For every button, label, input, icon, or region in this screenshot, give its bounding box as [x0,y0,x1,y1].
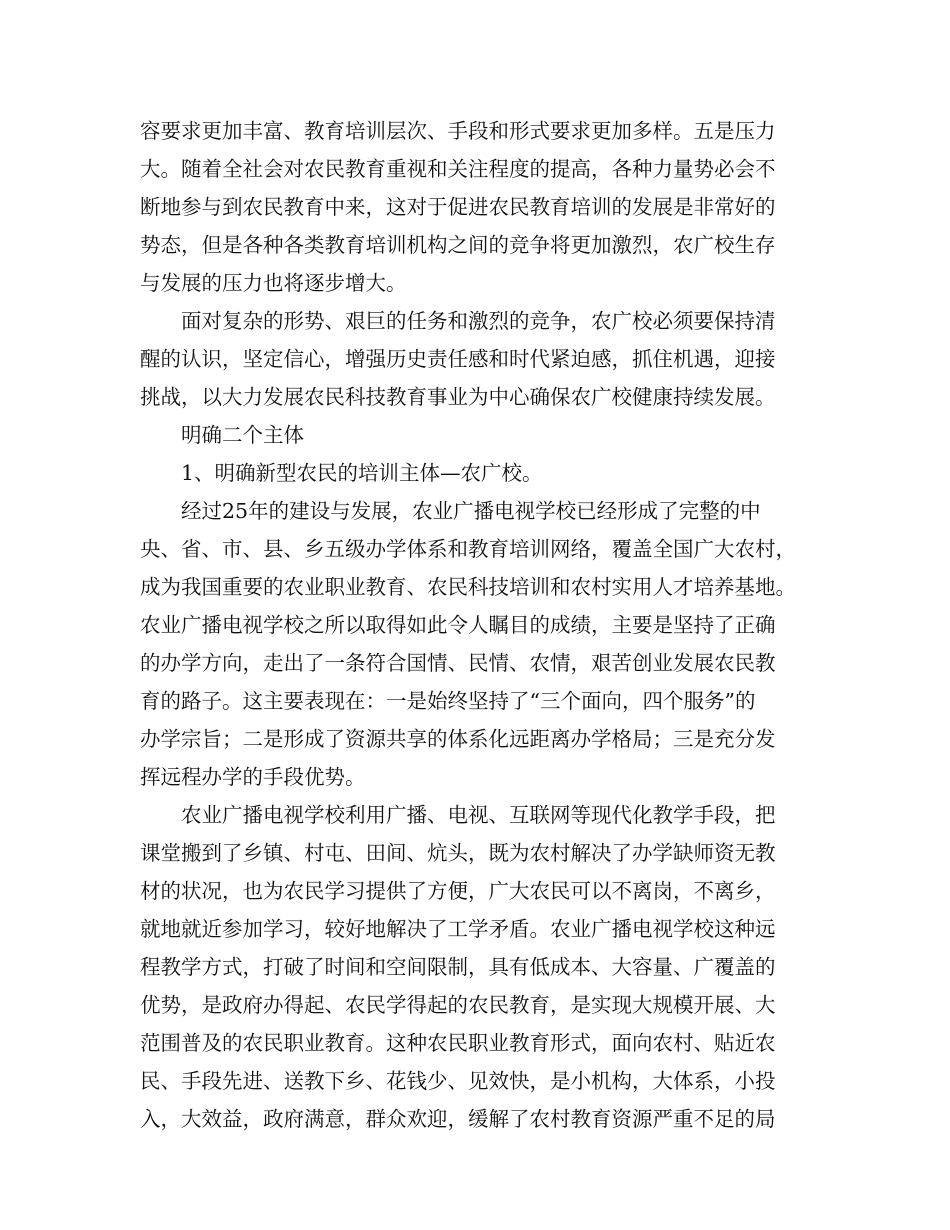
text-line: 面对复杂的形势、艰巨的任务和激烈的竞争，农广校必须要保持清 [181,309,776,333]
text-line: 势态，但是各种各类教育培训机构之间的竞争将更加激烈，农广校生存 [140,233,776,257]
text-line: 课堂搬到了乡镇、村屯、田间、炕头，既为农村解决了办学缺师资无教 [140,841,776,865]
text-line: 经过25年的建设与发展，农业广播电视学校已经形成了完整的中 [181,499,761,523]
text-line: 办学宗旨；二是形成了资源共享的体系化远距离办学格局；三是充分发 [140,727,776,751]
text-line: 范围普及的农民职业教育。这种农民职业教育形式，面向农村、贴近农 [140,1031,776,1055]
text-line: 与发展的压力也将逐步增大。 [140,271,407,295]
paragraph [140,454,830,492]
text-line: 入，大效益，政府满意，群众欢迎，缓解了农村教育资源严重不足的局 [140,1107,776,1131]
text-line: 农业广播电视学校之所以取得如此令人瞩目的成绩，主要是坚持了正确 [140,613,776,637]
paragraph [140,302,830,416]
text-line: 1、明确新型农民的培训主体—农广校。 [181,461,543,485]
text-line: 醒的认识，坚定信心，增强历史责任感和时代紧迫感，抓住机遇，迎接 [140,347,776,371]
text-line: 大。随着全社会对农民教育重视和关注程度的提高，各种力量势必会不 [140,157,776,181]
text-line: 民、手段先进、送教下乡、花钱少、见效快，是小机构，大体系，小投 [140,1069,776,1093]
text-line: 就地就近参加学习，较好地解决了工学矛盾。农业广播电视学校这种远 [140,917,776,941]
text-line: 的办学方向，走出了一条符合国情、民情、农情，艰苦创业发展农民教 [140,651,776,675]
paragraph [140,492,830,796]
document-body [140,112,830,1138]
text-line: 材的状况，也为农民学习提供了方便，广大农民可以不离岗，不离乡， [140,879,776,903]
text-line: 挑战，以大力发展农民科技教育事业为中心确保农广校健康持续发展。 [140,385,776,409]
text-line: 容要求更加丰富、教育培训层次、手段和形式要求更加多样。五是压力 [140,119,776,143]
text-line: 成为我国重要的农业职业教育、农民科技培训和农村实用人才培养基地。 [140,575,796,599]
paragraph [140,112,830,302]
paragraph [140,416,830,454]
text-line: 程教学方式，打破了时间和空间限制，具有低成本、大容量、广覆盖的 [140,955,776,979]
text-line: 断地参与到农民教育中来，这对于促进农民教育培训的发展是非常好的 [140,195,776,219]
text-line: 优势，是政府办得起、农民学得起的农民教育，是实现大规模开展、大 [140,993,776,1017]
text-line: 央、省、市、县、乡五级办学体系和教育培训网络，覆盖全国广大农村， [140,537,796,561]
text-line: 育的路子。这主要表现在：一是始终坚持了“三个面向，四个服务”的 [140,689,756,713]
paragraph [140,796,830,1138]
text-line: 挥远程办学的手段优势。 [140,765,366,789]
text-line: 明确二个主体 [181,423,304,447]
text-line: 农业广播电视学校利用广播、电视、互联网等现代化教学手段，把 [181,803,776,827]
